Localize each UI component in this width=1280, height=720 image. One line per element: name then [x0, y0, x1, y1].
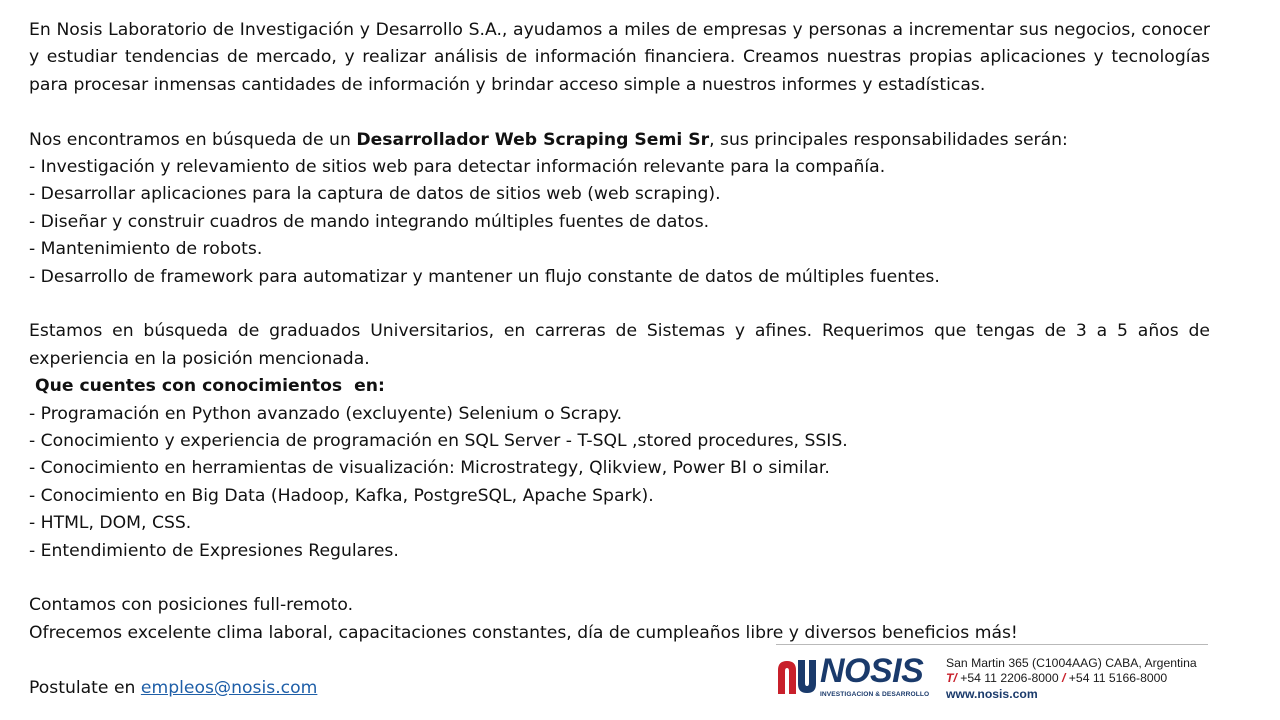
- knowledge-item: - Conocimiento en Big Data (Hadoop, Kafka, PostgreSQL, Apache Spark).: [29, 485, 654, 506]
- email-link[interactable]: empleos@nosis.com: [140, 677, 318, 698]
- spacer: [29, 565, 1210, 592]
- knowledge-item: - Conocimiento en herramientas de visualización: Microstrategy, Qlikview, Power BI o similar.: [29, 458, 830, 479]
- search-suffix: , sus principales responsabilidades serán:: [709, 129, 1068, 150]
- contact-block: [946, 656, 1197, 702]
- company-footer: [776, 644, 1208, 708]
- remote-sentence: Contamos con posiciones full-remoto.: [29, 595, 354, 616]
- nosis-logo: [776, 654, 936, 704]
- footer-divider: [776, 644, 1208, 645]
- search-prefix: Nos encontramos en búsqueda de un: [29, 129, 357, 150]
- knowledge-item: - HTML, DOM, CSS.: [29, 513, 192, 534]
- address: San Martin 365 (C1004AAG) CABA, Argentina: [946, 656, 1197, 670]
- role-title: Desarrollador Web Scraping Semi Sr: [356, 129, 710, 150]
- phone-number: +54 11 2206-8000: [960, 671, 1059, 686]
- spacer: [29, 291, 1210, 318]
- knowledge-heading: [29, 373, 1210, 400]
- requirements-paragraph: Estamos en búsqueda de graduados Universitarios, en carreras de Sistemas y afines. Requerimos que tengas de 3 a 5 años de experiencia en la posición mencionada.: [29, 321, 1210, 369]
- responsibility-item: - Investigación y relevamiento de sitios web para detectar información relevante para la compañía.: [29, 157, 886, 178]
- apply-prefix: Postulate en: [29, 677, 141, 698]
- knowledge-item: - Programación en Python avanzado (excluyente) Selenium o Scrapy.: [29, 403, 623, 424]
- responsibility-item: - Desarrollar aplicaciones para la captura de datos de sitios web (web scraping).: [29, 184, 721, 205]
- spacer: [29, 99, 1210, 126]
- knowledge-item: - Entendimiento de Expresiones Regulares.: [29, 540, 399, 561]
- knowledge-heading-text: Que cuentes con conocimientos en:: [29, 376, 385, 397]
- logo-tagline: INVESTIGACION & DESARROLLO: [820, 691, 930, 698]
- phone-number: +54 11 5166-8000: [1068, 671, 1168, 686]
- search-sentence: [29, 127, 1210, 154]
- phones: [946, 671, 1197, 686]
- website: www.nosis.com: [946, 686, 1038, 701]
- phone-separator: /: [1062, 671, 1066, 686]
- responsibility-item: - Diseñar y construir cuadros de mando integrando múltiples fuentes de datos.: [29, 211, 710, 232]
- intro-paragraph: En Nosis Laboratorio de Investigación y Desarrollo S.A., ayudamos a miles de empresas y personas a incrementar sus negocios, conocer y estudiar tendencias de mercado, y realizar análisis de información financiera. Creamos nuestras propias aplicaciones y tecnologías para procesar inmensas cantidades de información y brindar acceso simple a nuestros informes y estadísticas.: [29, 20, 1210, 95]
- logo-wordmark: NOSIS: [820, 652, 924, 690]
- phone-prefix: T/: [946, 671, 957, 686]
- responsibility-item: - Mantenimiento de robots.: [29, 239, 263, 260]
- nosis-logo-mark-icon: [776, 658, 818, 696]
- benefits-sentence: Ofrecemos excelente clima laboral, capacitaciones constantes, día de cumpleaños libre y diversos beneficios más!: [29, 622, 1018, 643]
- job-posting: [29, 17, 1210, 702]
- responsibility-item: - Desarrollo de framework para automatizar y mantener un flujo constante de datos de múltiples fuentes.: [29, 266, 940, 287]
- knowledge-item: - Conocimiento y experiencia de programación en SQL Server - T-SQL ,stored procedures, SSIS.: [29, 431, 848, 452]
